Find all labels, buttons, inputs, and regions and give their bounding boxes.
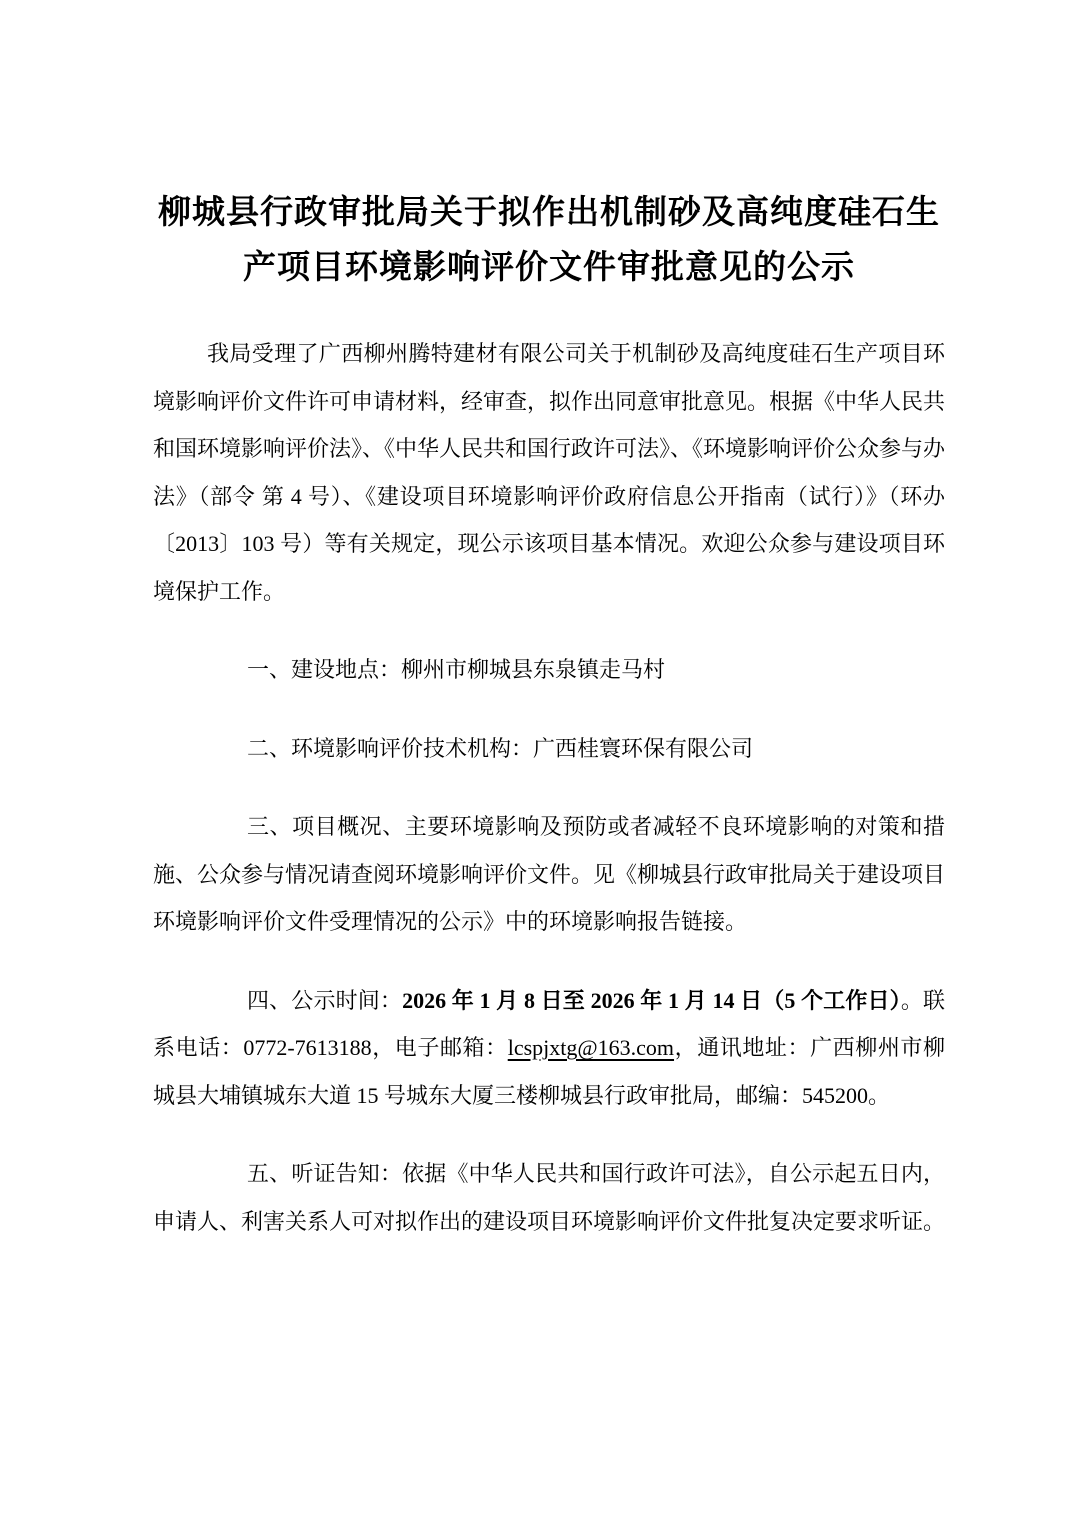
item-hearing-notice: 五、听证告知：依据《中华人民共和国行政许可法》，自公示起五日内，申请人、利害关系人可对拟作出的建设项目环境影响评价文件批复决定要求听证。 <box>153 1161 946 1234</box>
notice-document <box>153 186 945 1276</box>
mailing-address-text: ，通讯地址：广西柳州市柳城县大埔镇城东大道 15 号城东大厦三楼柳城县行政审批局，邮编：545200。 <box>153 1035 945 1108</box>
item-publicity-period <box>153 977 945 1120</box>
item-construction-site: 一、建设地点：柳州市柳城县东泉镇走马村 <box>247 657 666 682</box>
contact-info-text: 。联系电话：0772-7613188，电子邮箱： <box>153 987 945 1060</box>
item-eia-agency: 二、环境影响评价技术机构：广西桂寰环保有限公司 <box>247 735 754 761</box>
email-link[interactable]: lcspjxtg@163.com <box>507 1035 675 1060</box>
publicity-period-dates: 2026 年 1 月 8 日至 2026 年 1 月 14 日（5 个工作日） <box>402 987 901 1013</box>
intro-paragraph: 我局受理了广西柳州腾特建材有限公司关于机制砂及高纯度硅石生产项目环境影响评价文件许可申请材料，经审查，拟作出同意审批意见。根据《中华人民共和国环境影响评价法》、《中华人民共和国行政许可法》、《环境影响评价公众参与办法》（部令 第 4 号）、《建设项目环境影响评价政府信息公开指南（试行）》（环办〔2013〕103 号）等有关规定，现公示该项目基本情况。欢迎公众参与建设项目环境保护工作。 <box>153 341 946 604</box>
notice-title: 柳城县行政审批局关于拟作出机制砂及高纯度硅石生产项目环境影响评价文件审批意见的公示 <box>158 195 940 286</box>
item-project-overview: 三、项目概况、主要环境影响及预防或者减轻不良环境影响的对策和措施、公众参与情况请查阅环境影响评价文件。见《柳城县行政审批局关于建设项目环境影响评价文件受理情况的公示》中的环境影响报告链接。 <box>153 814 946 934</box>
publicity-period-label: 四、公示时间： <box>247 987 403 1013</box>
